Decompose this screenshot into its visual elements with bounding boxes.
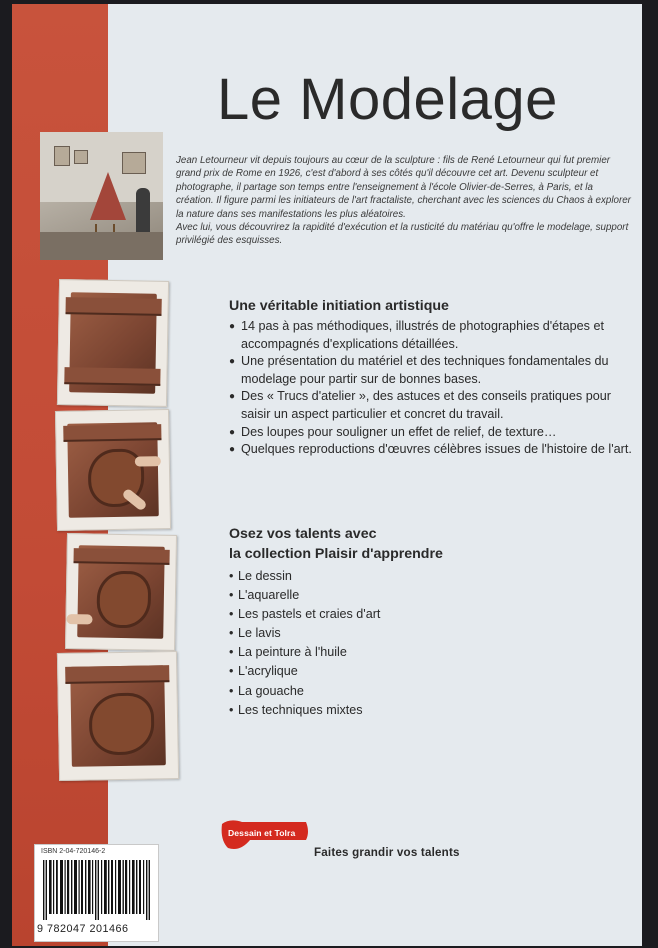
features-heading: Une véritable initiation artistique [229, 298, 449, 314]
author-intro [176, 154, 631, 248]
book-back-cover [12, 4, 642, 946]
list-item: ● Des « Trucs d'atelier », des astuces et des conseils pratiques pour saisir un aspect particulier et concret du travail. [229, 388, 639, 423]
list-item: • L'aquarelle [229, 586, 639, 605]
ean-digits: 9 782047 201466 [37, 923, 129, 935]
list-item: ● Quelques reproductions d'œuvres célèbres issues de l'histoire de l'art. [229, 441, 639, 459]
collection-list [229, 567, 639, 720]
features-section [229, 296, 639, 459]
collection-heading-line1: Osez vos talents avec [229, 526, 377, 542]
list-item: • Le dessin [229, 567, 639, 586]
collection-section [229, 524, 639, 720]
intro-paragraph: Jean Letourneur vit depuis toujours au cœur de la sculpture : fils de René Letourneur qui fut premier grand prix de Rome en 1926, c'est d'abord à ses côtés qu'il découvre cet art. Devenu sculpteur et photographe, il partage son temps entre l'enseignement à l'école Olivier-de-Serres, à Paris, et la création. Il figure parmi les initiateurs de l'art fractaliste, cherchant avec les sciences du Chaos à explorer la nature dans ses manifestations les plus aléatoires. [176, 155, 631, 220]
list-item: • La peinture à l'huile [229, 643, 639, 662]
collection-heading-line2: la collection Plaisir d'apprendre [229, 546, 443, 562]
intro-paragraph: Avec lui, vous découvrirez la rapidité d'exécution et la rusticité du matériau qu'offre le modelage, support privilégié des esquisses. [176, 222, 629, 247]
book-title: Le Modelage [217, 67, 558, 132]
isbn-barcode-box [34, 844, 159, 942]
features-list [229, 318, 639, 459]
list-item: • Le lavis [229, 624, 639, 643]
sculpture-step-photo-3 [65, 533, 177, 651]
list-item: • Les techniques mixtes [229, 701, 639, 720]
isbn-number: ISBN 2-04-720146-2 [41, 848, 106, 855]
author-studio-photo [40, 132, 163, 260]
list-item: • La gouache [229, 682, 639, 701]
publisher-name: Dessain et Tolra [228, 828, 296, 838]
list-item: • Les pastels et craies d'art [229, 605, 639, 624]
list-item: • L'acrylique [229, 662, 639, 681]
list-item: ● 14 pas à pas méthodiques, illustrés de photographies d'étapes et accompagnés d'explications détaillées. [229, 318, 639, 353]
sculpture-step-photo-2 [55, 409, 171, 531]
sculpture-step-photo-4 [57, 651, 179, 781]
publisher-logo [220, 818, 312, 852]
barcode-graphic [43, 860, 151, 920]
list-item: ● Des loupes pour souligner un effet de relief, de texture… [229, 424, 639, 442]
list-item: ● Une présentation du matériel et des techniques fondamentales du modelage pour partir sur de bonnes bases. [229, 353, 639, 388]
sculpture-step-photo-1 [57, 279, 169, 407]
tagline: Faites grandir vos talents [314, 846, 460, 859]
